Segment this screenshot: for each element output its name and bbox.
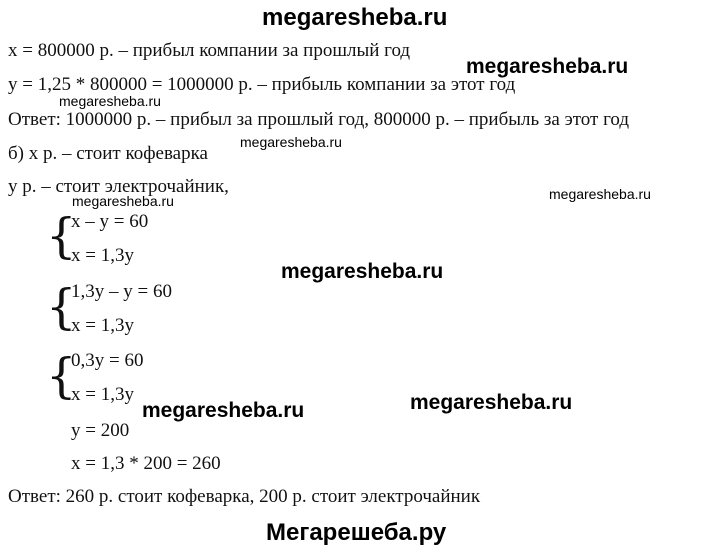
text-line-2: у = 1,25 * 800000 = 1000000 р. – прибыль компании за этот год — [8, 74, 516, 95]
text-line-1: x = 800000 р. – прибыл компании за прошлый год — [8, 40, 411, 61]
watermark-small-2: megaresheba.ru — [240, 134, 342, 150]
system-3-eq-2: х = 1,3у — [71, 384, 134, 405]
watermark-big-4: megaresheba.ru — [142, 399, 305, 422]
watermark-small-3: megaresheba.ru — [72, 193, 174, 209]
system-2-eq-2: х = 1,3у — [71, 315, 134, 336]
system-brace-3: { — [46, 348, 77, 404]
footer-watermark: Мегарешеба.ру — [266, 519, 447, 546]
watermark-big-2: megaresheba.ru — [281, 260, 444, 283]
system-brace-1: { — [46, 208, 77, 264]
result-line-2: х = 1,3 * 200 = 260 — [71, 453, 221, 474]
text-line-4: б) х р. – стоит кофеварка — [8, 143, 208, 164]
watermark-big-1: megaresheba.ru — [466, 55, 629, 78]
text-line-3: Ответ: 1000000 р. – прибыл за прошлый год, 800000 р. – прибыль за этот год — [8, 109, 630, 130]
text-line-5: у р. – стоит электрочайник, — [8, 176, 229, 197]
watermark-small-1: megaresheba.ru — [59, 93, 161, 109]
system-1-eq-1: х – у = 60 — [71, 211, 149, 232]
watermark-small-4: megaresheba.ru — [549, 186, 651, 202]
system-1-eq-2: х = 1,3у — [71, 245, 134, 266]
result-line-1: у = 200 — [71, 420, 130, 441]
system-3-eq-1: 0,3у = 60 — [71, 350, 144, 371]
header-watermark: megaresheba.ru — [262, 4, 448, 31]
system-brace-2: { — [46, 279, 77, 335]
system-2-eq-1: 1,3у – у = 60 — [71, 281, 172, 302]
answer-line: Ответ: 260 р. стоит кофеварка, 200 р. стоит электрочайник — [8, 486, 481, 507]
watermark-big-3: megaresheba.ru — [410, 391, 573, 414]
